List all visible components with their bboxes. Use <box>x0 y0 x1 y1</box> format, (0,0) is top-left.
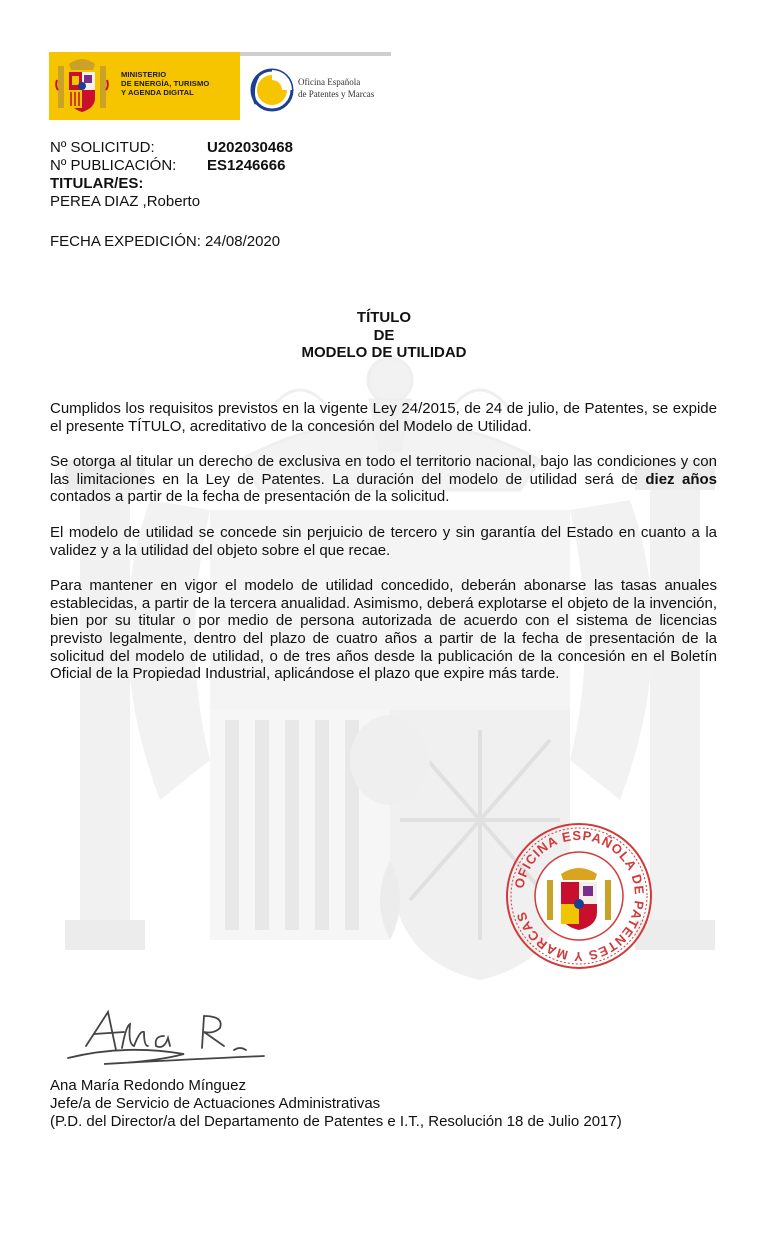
document-title <box>0 309 768 362</box>
title-line: TÍTULO <box>356 309 412 326</box>
oepm-name <box>298 76 374 100</box>
header-logos <box>49 52 391 120</box>
ministry-name <box>121 70 237 97</box>
titular-name: PEREA DIAZ ,Roberto <box>50 193 201 210</box>
oepm-logo <box>240 52 391 120</box>
signer-name: Ana María Redondo Mínguez <box>50 1077 246 1094</box>
issue-date: FECHA EXPEDICIÓN: 24/08/2020 <box>50 233 281 250</box>
paragraph-text: Se otorga al titular un derecho de exclusiva en todo el territorio nacional, bajo las condiciones y con las limitaciones en la Ley de Patentes. La duración del modelo de utilidad será de <box>50 453 717 488</box>
titulares-label: TITULAR/ES: <box>50 175 144 192</box>
ministry-logo <box>49 52 240 120</box>
publicacion-row <box>50 157 293 175</box>
spain-crest-icon <box>55 56 109 116</box>
document-body <box>50 400 717 701</box>
oepm-emblem-icon <box>246 64 294 116</box>
paragraph-requisitos: Cumplidos los requisitos previstos en la vigente Ley 24/2015, de 24 de julio, de Patentes, se expide el presente TÍTULO, acreditativo de la concesión del Modelo de Utilidad. <box>50 400 717 435</box>
publicacion-label: Nº PUBLICACIÓN: <box>50 157 177 174</box>
paragraph-text: contados a partir de la fecha de presentación de la solicitud. <box>50 488 450 506</box>
title-line: MODELO DE UTILIDAD <box>301 344 467 361</box>
publicacion-number: ES1246666 <box>207 157 286 174</box>
paragraph-derecho <box>50 453 717 506</box>
solicitud-number: U202030468 <box>207 139 293 156</box>
signer-delegation: (P.D. del Director/a del Departamento de Patentes e I.T., Resolución 18 de Julio 2017) <box>50 1113 622 1130</box>
signer-role: Jefe/a de Servicio de Actuaciones Administrativas <box>50 1095 381 1112</box>
solicitud-row <box>50 139 293 157</box>
oepm-line: Oficina Española <box>298 77 361 87</box>
paragraph-garantia: El modelo de utilidad se concede sin perjuicio de tercero y sin garantía del Estado en cuanto a la validez y a la utilidad del objeto sobre el que recae. <box>50 523 717 559</box>
duration-emphasis: diez años <box>645 470 717 488</box>
title-line: DE <box>373 326 395 344</box>
signer-block <box>50 1077 622 1131</box>
ministry-line: Y AGENDA DIGITAL <box>121 88 194 97</box>
application-details <box>50 139 293 211</box>
oepm-line: de Patentes y Marcas <box>298 89 375 99</box>
paragraph-mantenimiento: Para mantener en vigor el modelo de utilidad concedido, deberán abonarse las tasas anuales establecidas, a partir de la tercera anualidad. Asimismo, deberá explotarse el objeto de la invención, bien por su titular o por medio de persona autorizada de acuerdo con el sistema de licencias previsto legalmente, dentro del plazo de cuatro años a partir de la fecha de presentación de la solicitud del modelo de utilidad, o de tres años desde la publicación de la concesión en el Boletín Oficial de la Propiedad Industrial, aplicándose el plazo que expire más tarde. <box>50 577 717 683</box>
ministry-line: MINISTERIO <box>121 70 167 79</box>
solicitud-label: Nº SOLICITUD: <box>50 139 155 156</box>
handwritten-signature <box>64 1006 274 1074</box>
ministry-line: DE ENERGÍA, TURISMO <box>121 79 210 88</box>
seal-text: OFICINA ESPAÑOLA DE PATENTES Y MARCAS <box>511 827 648 965</box>
oepm-seal <box>505 822 653 970</box>
